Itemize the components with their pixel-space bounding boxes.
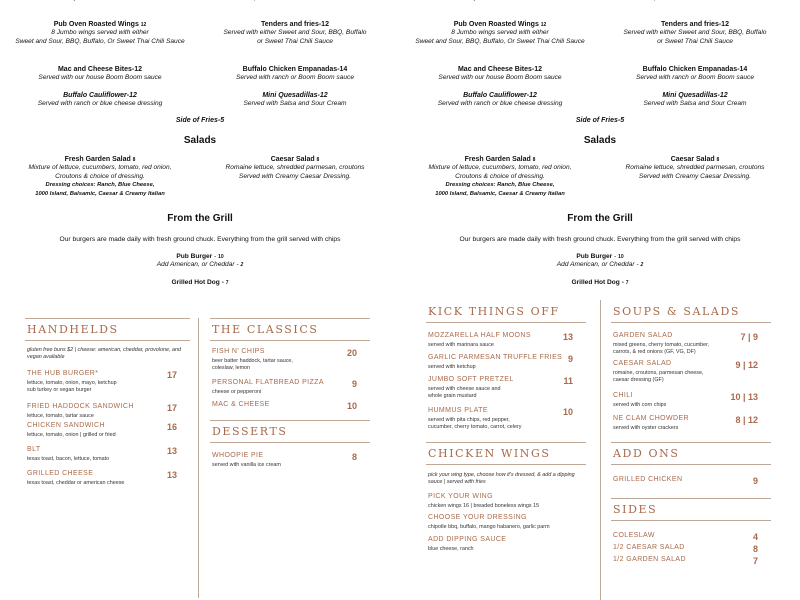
salads-title: Salads xyxy=(583,135,617,146)
side-fries: Side of Fries-5 xyxy=(175,117,225,124)
soups-rule xyxy=(611,322,771,323)
handheld-item xyxy=(27,403,177,419)
handhelds-title: HANDHELDS xyxy=(27,323,119,336)
side-price: 7 xyxy=(752,556,758,566)
soup-salad-desc: mixed greens, cherry tomato, cucumber, carrots, & red onions (GF, VG, DF) xyxy=(613,342,710,355)
soup-salad-name: GARDEN SALAD xyxy=(613,332,673,339)
menu-panel-left xyxy=(0,0,400,300)
classics-rule xyxy=(210,340,370,341)
desserts-title: DESSERTS xyxy=(212,425,288,438)
dessert-desc: served with vanilla ice cream xyxy=(212,462,281,468)
handheld-name: GRILLED CHEESE xyxy=(27,470,94,477)
addons-rule xyxy=(611,464,771,465)
sides-rule xyxy=(611,520,771,521)
starter-desc: served with ketchup xyxy=(428,364,476,370)
addons-rule-top xyxy=(611,442,771,443)
handhelds-rule xyxy=(25,340,190,341)
classic-price: 20 xyxy=(346,348,357,358)
caesar-salad-item: Caesar Salad 8 Romaine lettuce, shredded parmesan, croutons Served with Creamy Caesar Dressing. xyxy=(225,156,365,180)
starter-desc: served with marinara sauce xyxy=(428,342,494,348)
side-fries: Side of Fries-5 xyxy=(575,117,625,124)
desserts-rule-top xyxy=(210,420,370,421)
handhelds-note: gluten free buns $2 | cheese: american, cheddar, provolone, and vegan available xyxy=(27,347,181,360)
soup-salad-price: 7 | 9 xyxy=(740,332,758,342)
classic-item xyxy=(212,348,357,371)
quesadillas-item: Mini Quesadillas-12 Served with Salsa and Sour Cream xyxy=(243,92,347,108)
side-item xyxy=(613,544,758,556)
starter-item xyxy=(428,407,573,430)
classics-title: THE CLASSICS xyxy=(212,323,319,336)
soup-salad-name: NE CLAM CHOWDER xyxy=(613,415,690,422)
classic-name: MAC & CHEESE xyxy=(212,401,270,408)
side-name: 1/2 GARDEN SALAD xyxy=(613,556,686,563)
garden-salad-item: Fresh Garden Salad 8 Mixture of lettuce, cucumbers, tomato, red onion, Croutons & choice of dressing. Dressing choices: Ranch, Blue Cheese, 1000 Island, Balsamic, Caesar & Creamy Italian xyxy=(428,156,572,197)
cauliflower-item: Buffalo Cauliflower-12 Served with ranch or blue cheese dressing xyxy=(37,92,163,108)
starter-price: 11 xyxy=(563,376,573,386)
burger-item: Pub Burger - 10 Add American, or Cheddar - 2 xyxy=(156,253,244,269)
wings-item: Pub Oven Roasted Wings 12 8 Jumbo wings served with either Sweet and Sour, BBQ, Buffalo, Or Sweet Thai Chili Sauce xyxy=(415,21,585,45)
column-divider xyxy=(198,318,199,598)
classic-item xyxy=(212,401,357,413)
mac-cheese-item: Mac and Cheese Bites-12 Served with our house Boom Boom sauce xyxy=(438,66,562,82)
side-item xyxy=(613,556,758,568)
soups-title: SOUPS & SALADS xyxy=(613,305,741,318)
classic-name: FISH N' CHIPS xyxy=(212,348,265,355)
tenders-item: Tenders and fries-12 Served with either Sweet and Sour, BBQ, Buffalo or Sweet Thai Chili Sauce xyxy=(623,21,767,45)
classic-price: 9 xyxy=(351,379,357,389)
empanadas-item: Buffalo Chicken Empanadas-14 Served with ranch or Boom Boom sauce xyxy=(235,66,354,82)
wing-step-item xyxy=(428,514,588,530)
soup-salad-desc: served with corn chips xyxy=(613,402,667,408)
starter-item xyxy=(428,354,573,370)
wing-step-name: PICK YOUR WING xyxy=(428,493,493,500)
side-name: COLESLAW xyxy=(613,532,655,539)
handheld-name: BLT xyxy=(27,446,41,453)
starter-name: MOZZARELLA HALF MOONS xyxy=(428,332,531,339)
handheld-desc: lettuce, tomato, tartar sauce xyxy=(27,413,94,419)
wings-rule xyxy=(426,464,586,465)
caesar-salad-item: Caesar Salad 8 Romaine lettuce, shredded parmesan, croutons Served with Creamy Caesar Dressing. xyxy=(625,156,765,180)
quesadillas-item: Mini Quesadillas-12 Served with Salsa and Sour Cream xyxy=(643,92,747,108)
hotdog-item: Grilled Hot Dog - 7 xyxy=(571,279,629,286)
wing-step-name: ADD DIPPING SAUCE xyxy=(428,536,507,543)
starter-name: JUMBO SOFT PRETZEL xyxy=(428,376,514,383)
handheld-name: FRIED HADDOCK SANDWICH xyxy=(27,403,134,410)
wings-rule-top xyxy=(426,442,586,443)
menu-panel-right xyxy=(400,0,800,300)
soup-salad-desc: romaine, croutons, parmesan cheese, caesar dressing (GF) xyxy=(613,370,704,383)
addon-item xyxy=(613,476,758,488)
starter-price: 9 xyxy=(567,354,573,364)
starter-item xyxy=(428,332,573,348)
side-name: 1/2 CAESAR SALAD xyxy=(613,544,685,551)
handheld-price: 16 xyxy=(166,422,177,432)
sides-rule-top xyxy=(611,498,771,499)
kick-title: KICK THINGS OFF xyxy=(428,305,560,318)
classic-desc: cheese or pepperoni xyxy=(212,389,262,395)
classic-name: PERSONAL FLATBREAD PIZZA xyxy=(212,379,324,386)
side-item xyxy=(613,532,758,544)
tenders-item: Tenders and fries-12 Served with either Sweet and Sour, BBQ, Buffalo or Sweet Thai Chili Sauce xyxy=(223,21,367,45)
starters-soups-panel xyxy=(400,300,800,600)
handheld-price: 13 xyxy=(166,446,177,456)
clipped-top-line xyxy=(402,0,592,2)
dessert-price: 8 xyxy=(351,452,357,462)
handheld-item xyxy=(27,446,177,462)
handheld-price: 17 xyxy=(166,403,177,413)
starter-name: GARLIC PARMESAN TRUFFLE FRIES xyxy=(428,354,563,361)
wing-step-item xyxy=(428,493,588,509)
grill-title: From the Grill xyxy=(567,213,633,224)
handheld-price: 17 xyxy=(166,370,177,380)
starter-desc: served with cheese sauce and whole grain mustard xyxy=(428,386,501,399)
grill-intro: Our burgers are made daily with fresh ground chuck. Everything from the grill served with chips xyxy=(459,236,741,243)
starter-price: 13 xyxy=(562,332,573,342)
wing-step-desc: chipotle bbq, buffalo, mango habanero, garlic parm xyxy=(428,524,550,530)
handheld-item xyxy=(27,370,177,393)
empanadas-item: Buffalo Chicken Empanadas-14 Served with ranch or Boom Boom sauce xyxy=(635,66,754,82)
soup-salad-desc: served with oyster crackers xyxy=(613,425,679,431)
handheld-item xyxy=(27,470,177,486)
dessert-item xyxy=(212,452,357,468)
soup-salad-item xyxy=(613,415,758,431)
starter-name: HUMMUS PLATE xyxy=(428,407,488,414)
side-price: 8 xyxy=(752,544,758,554)
hotdog-item: Grilled Hot Dog - 7 xyxy=(171,279,229,286)
soup-salad-price: 8 | 12 xyxy=(735,415,758,425)
wing-step-name: CHOOSE YOUR DRESSING xyxy=(428,514,527,521)
kick-rule xyxy=(426,322,586,323)
wing-step-desc: chicken wings 16 | breaded boneless wings 15 xyxy=(428,503,540,509)
wings-note: pick your wing type, choose how it's dressed, & add a dipping sauce | served with fries xyxy=(428,472,575,485)
handheld-name: CHICKEN SANDWICH xyxy=(27,422,105,429)
soup-salad-item xyxy=(613,360,758,383)
dessert-name: WHOOPIE PIE xyxy=(212,452,264,459)
addon-price: 9 xyxy=(752,476,758,486)
soup-salad-price: 9 | 12 xyxy=(735,360,758,370)
starter-desc: served with pita chips, red pepper, cucumber, cherry tomato, carrot, celery xyxy=(428,417,522,430)
soup-salad-name: CHILI xyxy=(613,392,633,399)
classic-item xyxy=(212,379,357,395)
top-rule-right xyxy=(210,318,370,319)
classic-price: 10 xyxy=(346,401,357,411)
addon-name: GRILLED CHICKEN xyxy=(613,476,683,483)
burger-item: Pub Burger - 10 Add American, or Cheddar - 2 xyxy=(556,253,644,269)
handheld-name: THE HUB BURGER* xyxy=(27,370,99,377)
handheld-item xyxy=(27,422,177,438)
side-price: 4 xyxy=(752,532,758,542)
sides-title: SIDES xyxy=(613,503,658,516)
classic-desc: beer batter haddock, tartar sauce, coleslaw, lemon xyxy=(212,358,293,371)
desserts-rule xyxy=(210,442,370,443)
soup-salad-item xyxy=(613,392,758,408)
top-rule xyxy=(25,318,190,319)
handheld-desc: lettuce, tomato, onion | grilled or fried xyxy=(27,432,116,438)
grill-intro: Our burgers are made daily with fresh ground chuck. Everything from the grill served with chips xyxy=(59,236,341,243)
handheld-desc: texas toast, cheddar or american cheese xyxy=(27,480,125,486)
garden-salad-item: Fresh Garden Salad 8 Mixture of lettuce, cucumbers, tomato, red onion, Croutons & choice of dressing. Dressing choices: Ranch, Blue Cheese, 1000 Island, Balsamic, Caesar & Creamy Italian xyxy=(28,156,172,197)
soup-salad-item xyxy=(613,332,758,355)
wings-item: Pub Oven Roasted Wings 12 8 Jumbo wings served with either Sweet and Sour, BBQ, Buffalo, Or Sweet Thai Chili Sauce xyxy=(15,21,185,45)
starter-price: 10 xyxy=(562,407,573,417)
soup-salad-name: CAESAR SALAD xyxy=(613,360,672,367)
wing-step-desc: blue cheese, ranch xyxy=(428,546,474,552)
mac-cheese-item: Mac and Cheese Bites-12 Served with our house Boom Boom sauce xyxy=(38,66,162,82)
addons-title: ADD ONS xyxy=(613,447,680,460)
wing-step-item xyxy=(428,536,588,552)
cauliflower-item: Buffalo Cauliflower-12 Served with ranch or blue cheese dressing xyxy=(437,92,563,108)
starter-item xyxy=(428,376,573,399)
soup-salad-price: 10 | 13 xyxy=(730,392,758,402)
clipped-top-line-right xyxy=(205,0,395,2)
salads-title: Salads xyxy=(183,135,217,146)
handheld-price: 13 xyxy=(166,470,177,480)
handheld-desc: lettuce, tomato, onion, mayo, ketchup sub turkey or vegan burger xyxy=(27,380,117,393)
handhelds-classics-panel xyxy=(0,300,400,600)
clipped-top-line-right xyxy=(605,0,795,2)
clipped-top-line xyxy=(2,0,192,2)
handheld-desc: texas toast, bacon, lettuce, tomato xyxy=(27,456,110,462)
column-divider xyxy=(600,300,601,600)
grill-title: From the Grill xyxy=(167,213,233,224)
wings-title: CHICKEN WINGS xyxy=(428,447,551,460)
